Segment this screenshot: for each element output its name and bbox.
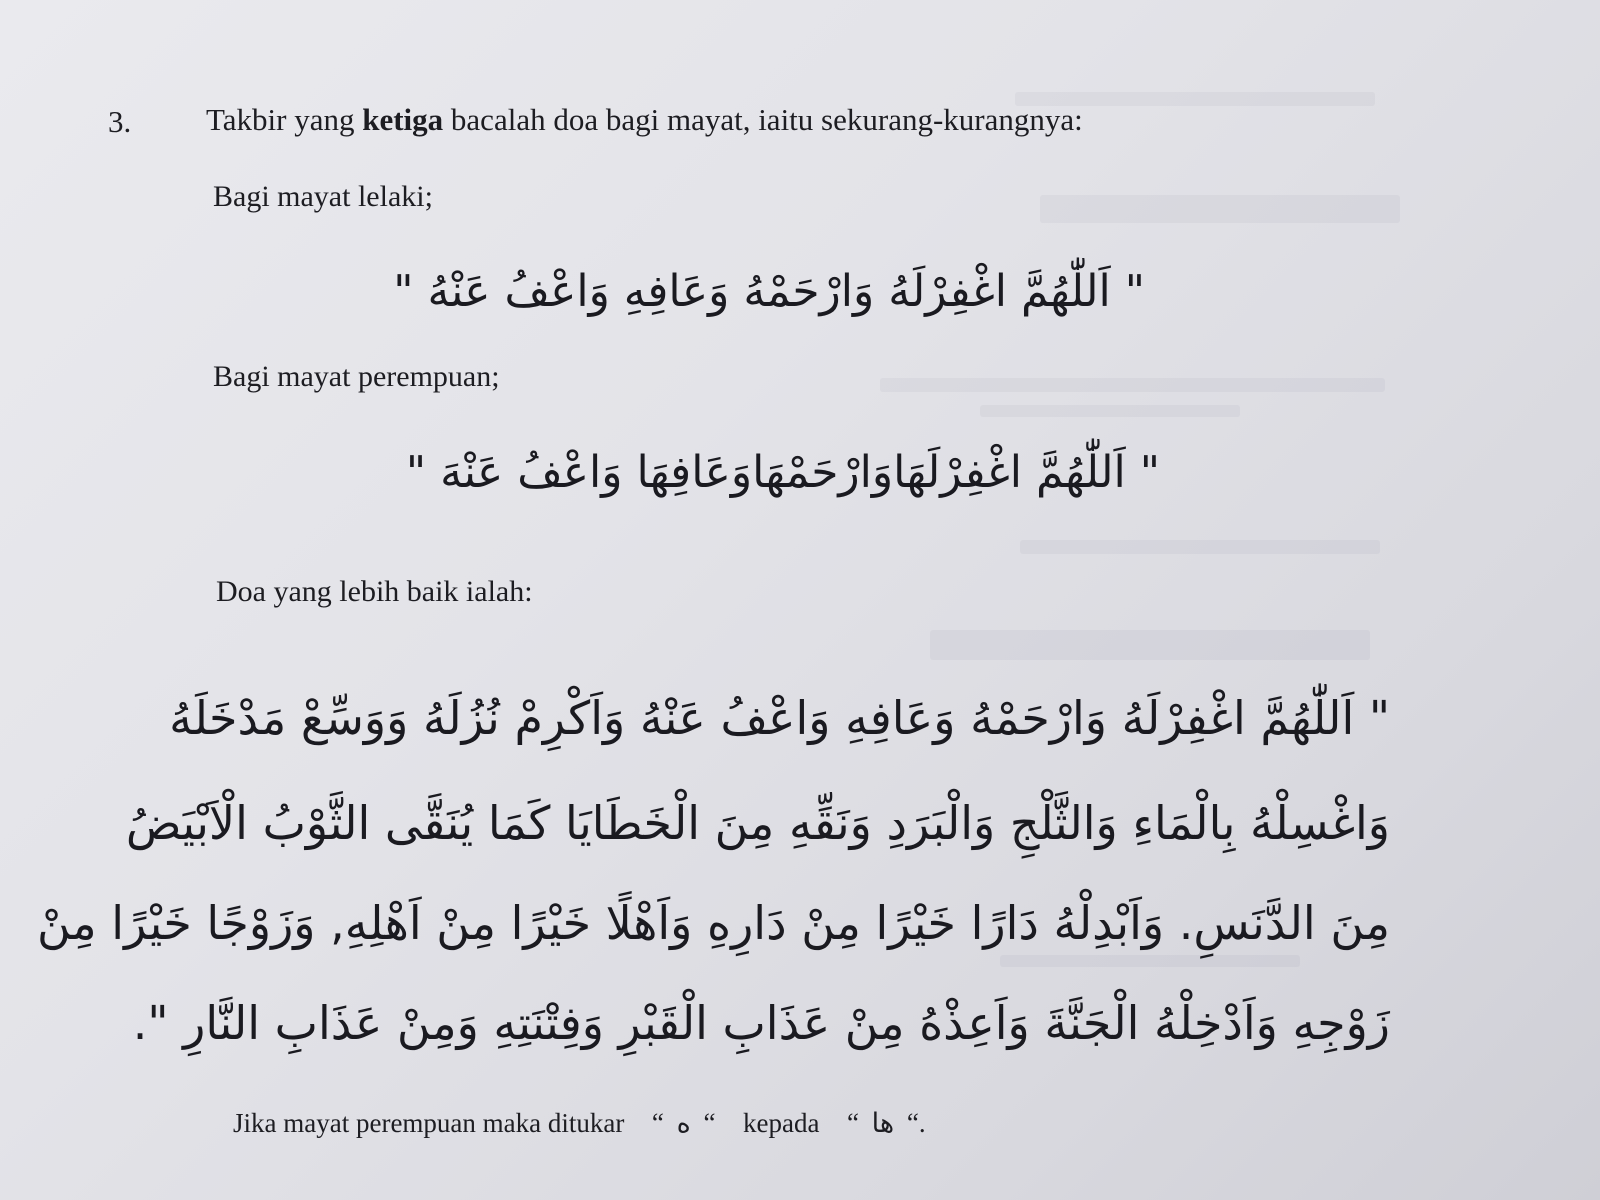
item-number: 3. [108, 104, 132, 139]
show-through-text [1020, 540, 1380, 554]
heading-bold-word: ketiga [362, 102, 444, 137]
footnote-end: . [918, 1108, 926, 1138]
show-through-text [930, 630, 1370, 660]
show-through-text [980, 405, 1240, 417]
better-prayer-line: وَاغْسِلْهُ بِالْمَاءِ وَالثَّلْجِ وَالْبَرَدِ وَنَقِّهِ مِنَ الْخَطَايَا كَمَا يُنَقَّى الثَّوْبُ الْاَبْيَضُ [125, 796, 1390, 850]
female-prayer-arabic: " اَللّٰهُمَّ اغْفِرْلَهَاوَارْحَمْهَاوَعَافِهَا وَاعْفُ عَنْهَ " [405, 447, 1160, 498]
footnote-middle-text: kepada [742, 1108, 820, 1138]
quote-mark: “ [846, 1108, 859, 1138]
better-prayer-label: Doa yang lebih baik ialah: [216, 575, 533, 608]
show-through-text [880, 378, 1385, 392]
heading-text-after: bacalah doa bagi mayat, iaitu sekurang-kurangnya: [443, 102, 1083, 137]
quote-mark: “ [703, 1108, 716, 1138]
from-letter: ه [676, 1108, 691, 1139]
male-label: Bagi mayat lelaki; [213, 180, 433, 213]
heading-text-before: Takbir yang [206, 102, 363, 137]
quote-mark: “ [651, 1108, 664, 1138]
to-letters: ها [871, 1108, 895, 1139]
better-prayer-line: " اَللّٰهُمَّ اغْفِرْلَهُ وَارْحَمْهُ وَعَافِهِ وَاعْفُ عَنْهُ وَاَكْرِمْ نُزُلَهُ وَوَسِّعْ مَدْخَلَهُ [169, 691, 1390, 745]
female-label: Bagi mayat perempuan; [213, 360, 500, 393]
better-prayer-line: مِنَ الدَّنَسِ. وَاَبْدِلْهُ دَارًا خَيْرًا مِنْ دَارِهِ وَاَهْلًا خَيْرًا مِنْ اَهْلِهِ, وَزَوْجًا خَيْرًا مِنْ [37, 896, 1390, 950]
better-prayer-line: زَوْجِهِ وَاَدْخِلْهُ الْجَنَّةَ وَاَعِذْهُ مِنْ عَذَابِ الْقَبْرِ وَفِتْنَتِهِ وَمِنْ عَذَابِ النَّارِ ". [132, 996, 1390, 1050]
male-prayer-arabic: " اَللّٰهُمَّ اغْفِرْلَهُ وَارْحَمْهُ وَعَافِهِ وَاعْفُ عَنْهُ " [393, 266, 1145, 317]
show-through-text [1040, 195, 1400, 223]
footnote [233, 1108, 926, 1139]
quote-mark: “ [906, 1108, 919, 1138]
show-through-text [1000, 955, 1300, 967]
footnote-text: Jika mayat perempuan maka ditukar [233, 1108, 625, 1138]
section-heading [206, 102, 1083, 138]
